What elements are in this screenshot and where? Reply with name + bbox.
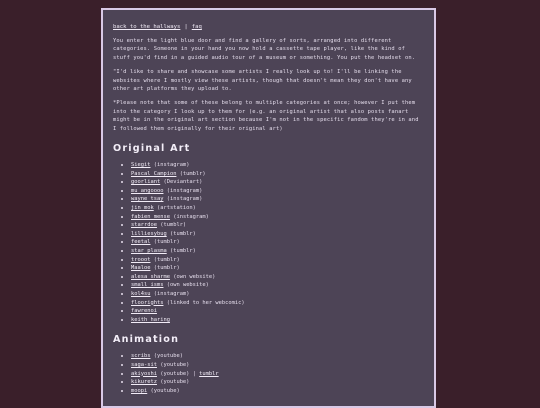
artist-list-item bbox=[131, 370, 425, 379]
artist-link[interactable]: keith haring bbox=[131, 316, 170, 323]
artist-list bbox=[113, 352, 425, 395]
artist-platform: (tumblr) bbox=[153, 265, 180, 272]
artist-link[interactable]: fawrenoi bbox=[131, 308, 157, 315]
artist-list-item bbox=[131, 238, 425, 247]
artist-link[interactable]: scribs bbox=[131, 353, 151, 360]
artist-link[interactable]: mu_angoooo bbox=[131, 187, 164, 194]
artist-link[interactable]: Siegit bbox=[131, 162, 151, 169]
top-nav bbox=[113, 24, 425, 30]
artist-platform: (instagram) bbox=[153, 290, 190, 297]
artist-link[interactable]: kikuretz bbox=[131, 379, 157, 386]
artist-list-item bbox=[131, 256, 425, 265]
artist-list-item bbox=[131, 195, 425, 204]
artist-platform: (own website) bbox=[166, 282, 209, 289]
artist-link[interactable]: jin mok bbox=[131, 205, 154, 212]
artist-platform: (youtube) bbox=[160, 361, 190, 368]
content-panel bbox=[101, 8, 436, 408]
artist-list-item bbox=[131, 230, 425, 239]
artist-platform: (youtube) | bbox=[160, 370, 196, 377]
artist-link[interactable]: akiyoshi bbox=[131, 370, 157, 377]
artist-list-item bbox=[131, 273, 425, 282]
intro-paragraph-2: "I'd like to share and showcase some artists I really look up to! I'll be linking the websites where I mostly view these artists, though that doesn't mean they don't have any other art platforms they upload to. bbox=[113, 69, 412, 93]
artist-link[interactable]: goorliant bbox=[131, 179, 161, 186]
faq-link[interactable]: faq bbox=[191, 24, 202, 30]
artist-list-item bbox=[131, 178, 425, 187]
artist-link[interactable]: wayne tsay bbox=[131, 196, 164, 203]
artist-link[interactable]: floorights bbox=[131, 299, 164, 306]
artist-list-item bbox=[131, 307, 425, 316]
artist-platform: (tumblr) bbox=[169, 230, 196, 237]
artist-list-item bbox=[131, 290, 425, 299]
artist-platform: (instagram) bbox=[153, 162, 190, 169]
intro-paragraph-3: *Please note that some of these belong to multiple categories at once; however I put them into the category I look up to them for (e.g. an original artist that also posts fanart might be in the original art section because I'm not in the specific fandom they're in and I followed them originally for their original art) bbox=[113, 100, 419, 132]
artist-platform: (own website) bbox=[173, 273, 216, 280]
artist-list-item bbox=[131, 204, 425, 213]
artist-link[interactable]: kol4su bbox=[131, 290, 151, 297]
artist-list-item bbox=[131, 352, 425, 361]
artist-platform: (youtube) bbox=[150, 387, 180, 394]
artist-platform: (instagram) bbox=[166, 196, 203, 203]
artist-platform: (tumblr) bbox=[153, 239, 180, 246]
artist-platform: (linked to her webcomic) bbox=[166, 299, 245, 306]
artist-link[interactable]: saga-sit bbox=[131, 361, 157, 368]
artist-list-item bbox=[131, 316, 425, 325]
artist-platform: (instagram) bbox=[166, 187, 203, 194]
artist-platform: (tumblr) bbox=[169, 248, 196, 254]
artist-platform: (instagram) bbox=[173, 213, 209, 220]
artist-list-item bbox=[131, 387, 425, 396]
back-to-hallways-link[interactable]: back to the hallways bbox=[113, 24, 181, 30]
artist-list-item bbox=[131, 161, 425, 170]
artist-link[interactable]: feetal bbox=[131, 239, 151, 246]
artist-sections bbox=[113, 143, 425, 395]
artist-list-item bbox=[131, 378, 425, 387]
artist-link[interactable]: Pascal Campion bbox=[131, 170, 177, 177]
section-heading: Original Art bbox=[113, 143, 191, 155]
artist-platform: (youtube) bbox=[153, 353, 183, 360]
artist-link[interactable]: moopi bbox=[131, 387, 148, 394]
artist-list-item bbox=[131, 213, 425, 222]
artist-list-item bbox=[131, 299, 425, 308]
artist-platform: (artstation) bbox=[156, 205, 196, 212]
artist-link[interactable]: star plasma bbox=[131, 248, 167, 254]
artist-link[interactable]: lilliesybug bbox=[131, 230, 167, 237]
artist-platform: (tumblr) bbox=[153, 256, 180, 263]
artist-extra-link[interactable]: tumblr bbox=[199, 370, 219, 377]
section-heading: Animation bbox=[113, 334, 180, 346]
artist-link[interactable]: alesa sharme bbox=[131, 273, 170, 280]
artist-list-item bbox=[131, 221, 425, 230]
artist-platform: (tumblr) bbox=[160, 222, 187, 229]
intro-paragraph-1: You enter the light blue door and find a gallery of sorts, arranged into different categories. Someone in your hand you now hold a cassette tape player, like the kind of stuff you'd find in a guided audio tour of a museum or something. You put the headset on. bbox=[113, 38, 416, 61]
nav-separator: | bbox=[184, 24, 188, 30]
artist-link[interactable]: fabien mense bbox=[131, 213, 170, 220]
artist-link[interactable]: trooot bbox=[131, 256, 151, 263]
artist-list-item bbox=[131, 361, 425, 370]
artist-link[interactable]: starrdoe bbox=[131, 222, 157, 229]
artist-platform: (Deviantart) bbox=[163, 179, 203, 186]
artist-list-item bbox=[131, 170, 425, 179]
artist-link[interactable]: Maaloe bbox=[131, 265, 151, 272]
artist-platform: (youtube) bbox=[160, 379, 190, 386]
artist-link[interactable]: small isms bbox=[131, 282, 164, 289]
artist-list-item bbox=[131, 264, 425, 273]
artist-list-item bbox=[131, 281, 425, 290]
artist-list-item bbox=[131, 247, 425, 256]
artist-list bbox=[113, 161, 425, 324]
artist-list-item bbox=[131, 187, 425, 196]
artist-platform: (tumblr) bbox=[179, 170, 206, 177]
